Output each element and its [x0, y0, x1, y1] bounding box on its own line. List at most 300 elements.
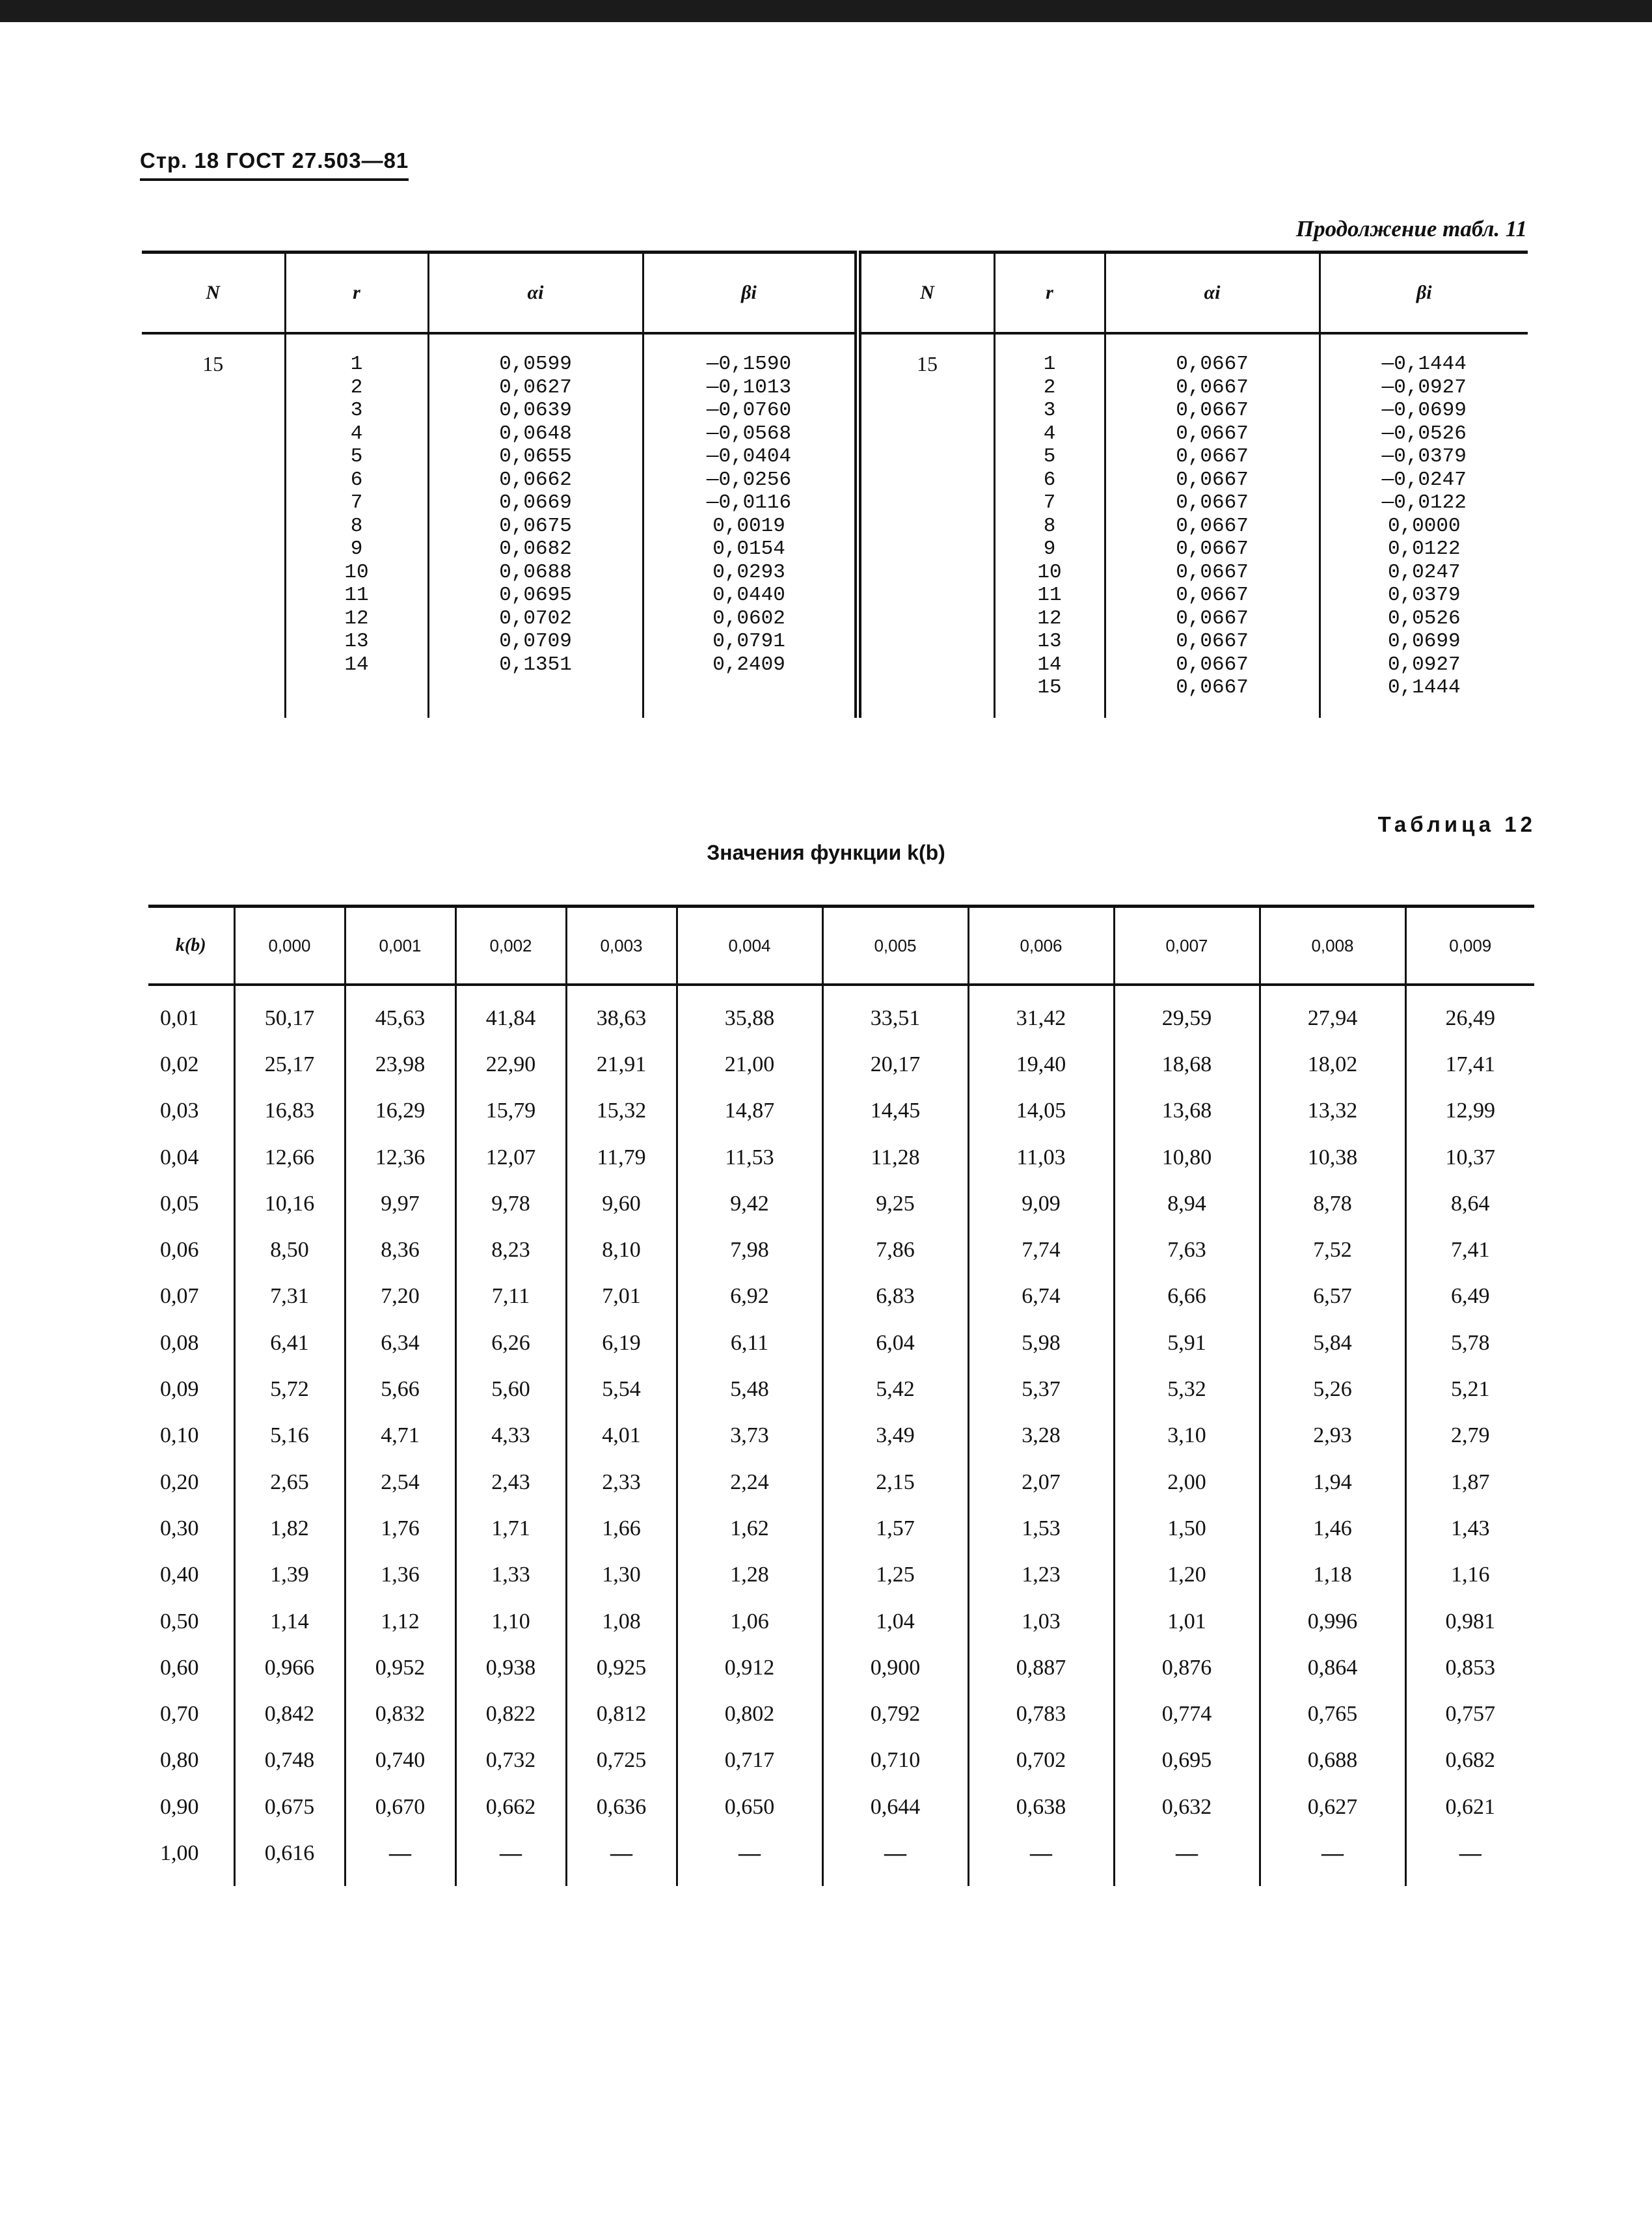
table12-cell: 1,12	[345, 1598, 455, 1645]
list-item: 0,0019	[712, 514, 785, 538]
table12-row-label: 0,06	[160, 1238, 199, 1263]
list-item: 0,0602	[712, 607, 785, 630]
list-item: 7	[1043, 491, 1056, 514]
table12-cell: 0,627	[1260, 1784, 1405, 1830]
table12-cell: 1,25	[822, 1552, 968, 1598]
table12-cell: 0,636	[566, 1784, 677, 1830]
table12-cell: 0,765	[1260, 1691, 1405, 1737]
table12-cell: 1,87	[1405, 1459, 1534, 1505]
table12-cell: —	[345, 1830, 455, 1885]
table12-cell: 1,23	[968, 1552, 1114, 1598]
table12-cell: 14,87	[677, 1088, 822, 1134]
table12-column-header: 0,006	[968, 907, 1114, 985]
table12-cell: 0,981	[1405, 1598, 1534, 1645]
table12-cell: 0,912	[677, 1645, 822, 1691]
table12-cell: 11,79	[566, 1134, 677, 1181]
table-row	[148, 1088, 1534, 1134]
table11-right-alpha	[1105, 333, 1320, 718]
table12-cell: —	[566, 1830, 677, 1885]
list-item: —0,0256	[706, 468, 792, 491]
list-item: 0,0293	[712, 560, 785, 584]
table12-cell: 11,03	[968, 1134, 1114, 1181]
table12-cell: 31,42	[968, 985, 1114, 1041]
table12-cell: 21,91	[566, 1041, 677, 1087]
table12-cell: 2,24	[677, 1459, 822, 1505]
list-item: 0,0667	[1176, 399, 1249, 422]
table12-cell: 15,79	[455, 1088, 566, 1134]
table12-cell: 27,94	[1260, 985, 1405, 1041]
table12-cell: 0,774	[1114, 1691, 1260, 1737]
table12-cell: 8,94	[1114, 1181, 1260, 1227]
table12-cell: 11,53	[677, 1134, 822, 1181]
list-item: 12	[344, 607, 369, 630]
table-row	[148, 1691, 1534, 1737]
table12-cell: 1,46	[1260, 1505, 1405, 1552]
table12-cell: 7,11	[455, 1274, 566, 1320]
table12-cell: 26,49	[1405, 985, 1534, 1041]
list-item: 0,0667	[1176, 491, 1249, 514]
table12-title: Значения функции k(b)	[707, 841, 945, 864]
table11-left-r	[285, 333, 428, 718]
table12-cell: 7,98	[677, 1227, 822, 1273]
table12-cell: 0,717	[677, 1738, 822, 1784]
list-item: —0,1590	[706, 353, 792, 376]
table12-cell: 11,28	[822, 1134, 968, 1181]
table12-cell: 13,68	[1114, 1088, 1260, 1134]
table12-cell: 5,42	[822, 1366, 968, 1412]
list-item: 0,0709	[499, 630, 572, 653]
table12-cell: 10,37	[1405, 1134, 1534, 1181]
list-item: 5	[1043, 445, 1056, 468]
table12-cell: 5,66	[345, 1366, 455, 1412]
list-item: 3	[350, 399, 363, 422]
table12-cell: 15,32	[566, 1088, 677, 1134]
list-item: 1	[350, 353, 363, 376]
list-item: —0,0927	[1381, 376, 1467, 399]
table12-cell: 0,996	[1260, 1598, 1405, 1645]
list-item: 13	[1037, 630, 1062, 653]
table-row	[148, 1830, 1534, 1885]
table12-cell: 1,08	[566, 1598, 677, 1645]
table-row	[148, 1134, 1534, 1181]
list-item: 2	[1043, 376, 1056, 399]
list-item: 9	[350, 538, 363, 560]
table12-cell: 2,33	[566, 1459, 677, 1505]
table12-cell: 6,26	[455, 1320, 566, 1366]
list-item: —0,0379	[1381, 445, 1467, 468]
table12-cell: 6,66	[1114, 1274, 1260, 1320]
table11-left-beta	[643, 333, 858, 718]
table12-cell: 12,36	[345, 1134, 455, 1181]
table12-cell: 0,748	[234, 1738, 345, 1784]
table12-cell: 1,76	[345, 1505, 455, 1552]
table12-row-label: 0,05	[160, 1191, 199, 1216]
table12-cell: 16,29	[345, 1088, 455, 1134]
list-item: 0,0648	[499, 422, 572, 445]
table12-cell: 1,14	[234, 1598, 345, 1645]
table12-cell: 0,682	[1405, 1738, 1534, 1784]
list-item: 0,0667	[1176, 445, 1249, 468]
list-item: 3	[1043, 399, 1056, 422]
table12-cell: 6,83	[822, 1274, 968, 1320]
table12-cell: 0,616	[234, 1830, 345, 1885]
table12-cell: —	[822, 1830, 968, 1885]
list-item: 0,0667	[1176, 653, 1249, 676]
table12-cell: 1,01	[1114, 1598, 1260, 1645]
list-item: 5	[350, 445, 363, 468]
table12-cell: 2,07	[968, 1459, 1114, 1505]
list-item: 0,0667	[1176, 560, 1249, 584]
table12-cell: 6,41	[234, 1320, 345, 1366]
list-item: 0,0655	[499, 445, 572, 468]
list-item: 0,0379	[1387, 584, 1461, 607]
table12-cell: 38,63	[566, 985, 677, 1041]
table12-cell: 50,17	[234, 985, 345, 1041]
list-item: 0,0927	[1387, 653, 1461, 676]
list-item: 0,0675	[499, 514, 572, 538]
table12-cell: 2,54	[345, 1459, 455, 1505]
table12-row-label: 0,07	[160, 1284, 199, 1309]
table12-cell: 18,68	[1114, 1041, 1260, 1087]
list-item: —0,0122	[1381, 491, 1467, 514]
table12-cell: 8,36	[345, 1227, 455, 1273]
list-item: 6	[350, 468, 363, 491]
table12-cell: 1,66	[566, 1505, 677, 1552]
table12-cell: 5,98	[968, 1320, 1114, 1366]
table12-cell: 0,853	[1405, 1645, 1534, 1691]
table11-header-n-right: N	[858, 253, 994, 334]
table12-cell: 6,92	[677, 1274, 822, 1320]
list-item: 0,0695	[499, 584, 572, 607]
table12-cell: 6,11	[677, 1320, 822, 1366]
table11-header-beta-right: βi	[1320, 253, 1528, 334]
table12-cell: —	[1114, 1830, 1260, 1885]
list-item: —0,1013	[706, 376, 792, 399]
table12-row-label: 0,40	[160, 1563, 199, 1587]
table12-cell: 0,662	[455, 1784, 566, 1830]
table12-cell: 0,695	[1114, 1738, 1260, 1784]
list-item: 0,0791	[712, 630, 785, 653]
table12-cell: 0,621	[1405, 1784, 1534, 1830]
list-item: 0,0667	[1176, 422, 1249, 445]
list-item: 0,2409	[712, 653, 785, 676]
table12-cell: 1,33	[455, 1552, 566, 1598]
table11-header-n: N	[142, 253, 285, 334]
list-item: 9	[1043, 538, 1056, 560]
list-item: 11	[344, 584, 369, 607]
table12-cell: 0,938	[455, 1645, 566, 1691]
table12-row-label: 0,60	[160, 1655, 199, 1680]
list-item: —0,0116	[706, 491, 792, 514]
table12-cell: 0,650	[677, 1784, 822, 1830]
table12-cell: 0,670	[345, 1784, 455, 1830]
list-item: 0,0440	[712, 584, 785, 607]
table12-cell: 0,802	[677, 1691, 822, 1737]
list-item: 0,0667	[1176, 538, 1249, 560]
table12-cell: 3,10	[1114, 1413, 1260, 1459]
table12-cell: 29,59	[1114, 985, 1260, 1041]
list-item: 14	[1037, 653, 1062, 676]
page-header: Стр. 18 ГОСТ 27.503—81	[140, 148, 409, 181]
table12-cell: 1,03	[968, 1598, 1114, 1645]
table12-row-label: 1,00	[160, 1840, 199, 1865]
table-row	[148, 1552, 1534, 1598]
table12-cell: —	[677, 1830, 822, 1885]
list-item: —0,0526	[1381, 422, 1467, 445]
table12-cell: 5,72	[234, 1366, 345, 1412]
table11-header-beta: βi	[643, 253, 858, 334]
table12-column-header: 0,009	[1405, 907, 1534, 985]
table11-header-alpha-right: αi	[1105, 253, 1320, 334]
table12-cell: 1,16	[1405, 1552, 1534, 1598]
table12-cell: 6,74	[968, 1274, 1114, 1320]
list-item: 0,0667	[1176, 607, 1249, 630]
table-row	[148, 1598, 1534, 1645]
table-row	[148, 1320, 1534, 1366]
table12-column-header: 0,000	[234, 907, 345, 985]
table-row	[148, 1181, 1534, 1227]
table12-cell: 9,09	[968, 1181, 1114, 1227]
table12-column-header: 0,003	[566, 907, 677, 985]
table12-cell: 0,757	[1405, 1691, 1534, 1737]
list-item: 0,0599	[499, 353, 572, 376]
table12-column-header: 0,002	[455, 907, 566, 985]
table-row	[148, 1227, 1534, 1273]
table12-cell: 5,37	[968, 1366, 1114, 1412]
table12-cell: 0,832	[345, 1691, 455, 1737]
table12-cell: 17,41	[1405, 1041, 1534, 1087]
table12-cell: 0,644	[822, 1784, 968, 1830]
table12-cell: 5,26	[1260, 1366, 1405, 1412]
table12-cell: 0,740	[345, 1738, 455, 1784]
table11-header-alpha: αi	[428, 253, 643, 334]
table12-row-label: 0,04	[160, 1145, 199, 1169]
table12-row-label: 0,80	[160, 1748, 199, 1773]
list-item: 13	[344, 630, 369, 653]
list-item: 0,0702	[499, 607, 572, 630]
list-item: 12	[1037, 607, 1062, 630]
table12-cell: 3,28	[968, 1413, 1114, 1459]
table12-cell: 14,45	[822, 1088, 968, 1134]
table12-cell: 0,876	[1114, 1645, 1260, 1691]
table12-row-label: 0,70	[160, 1702, 199, 1727]
table12-cell: 3,49	[822, 1413, 968, 1459]
table-row	[148, 1413, 1534, 1459]
list-item: 0,0667	[1176, 630, 1249, 653]
table12-cell: 0,864	[1260, 1645, 1405, 1691]
list-item: —0,0404	[706, 445, 792, 468]
table11-header-r: r	[285, 253, 428, 334]
list-item: —0,0568	[706, 422, 792, 445]
table12-cell: 1,71	[455, 1505, 566, 1552]
list-item: 7	[350, 491, 363, 514]
table12-cell: 1,53	[968, 1505, 1114, 1552]
table12-cell: 1,04	[822, 1598, 968, 1645]
table12-column-header: 0,008	[1260, 907, 1405, 985]
table12-cell: 0,675	[234, 1784, 345, 1830]
table12-cell: 2,79	[1405, 1413, 1534, 1459]
list-item: —0,0760	[706, 399, 792, 422]
table12-cell: 5,84	[1260, 1320, 1405, 1366]
table12-cell: 25,17	[234, 1041, 345, 1087]
table12-cell: 1,06	[677, 1598, 822, 1645]
table12-cell: 20,17	[822, 1041, 968, 1087]
table12-cell: 45,63	[345, 985, 455, 1041]
table12-cell: 4,33	[455, 1413, 566, 1459]
list-item: 4	[350, 422, 363, 445]
table12-cell: 0,887	[968, 1645, 1114, 1691]
list-item: 0,0627	[499, 376, 572, 399]
list-item: 0,0667	[1176, 353, 1249, 376]
table12-cell: 10,80	[1114, 1134, 1260, 1181]
table12-cell: 7,52	[1260, 1227, 1405, 1273]
table12-cell: 1,18	[1260, 1552, 1405, 1598]
table12-cell: 1,30	[566, 1552, 677, 1598]
table-row	[148, 1784, 1534, 1830]
list-item: 0,0000	[1387, 514, 1461, 538]
table12-cell: 2,15	[822, 1459, 968, 1505]
table12-body	[148, 985, 1534, 1886]
list-item: 1	[1043, 353, 1056, 376]
table12-row-label: 0,50	[160, 1609, 199, 1634]
table12-cell: 4,71	[345, 1413, 455, 1459]
table12-column-header: 0,005	[822, 907, 968, 985]
list-item: 0,0662	[499, 468, 572, 491]
list-item: 0,0667	[1176, 468, 1249, 491]
table12-cell: 0,822	[455, 1691, 566, 1737]
table12-cell: 0,812	[566, 1691, 677, 1737]
table12-cell: 9,97	[345, 1181, 455, 1227]
table12-cell: 8,50	[234, 1227, 345, 1273]
table-row	[148, 1505, 1534, 1552]
table12-cell: 2,93	[1260, 1413, 1405, 1459]
list-item: 0,0682	[499, 538, 572, 560]
list-item: 0,0667	[1176, 376, 1249, 399]
table-row	[148, 1459, 1534, 1505]
table12-cell: 2,65	[234, 1459, 345, 1505]
table12-cell: 12,07	[455, 1134, 566, 1181]
table12-cell: 0,725	[566, 1738, 677, 1784]
table12-row-label: 0,02	[160, 1052, 199, 1076]
table12-cell: 8,23	[455, 1227, 566, 1273]
table-11	[142, 251, 1528, 718]
list-item: 11	[1037, 584, 1062, 607]
table11-header-row	[142, 253, 1528, 334]
list-item: 0,0247	[1387, 560, 1461, 584]
table12-cell: 1,62	[677, 1505, 822, 1552]
table12-cell: 0,702	[968, 1738, 1114, 1784]
list-item: 0,0669	[499, 491, 572, 514]
table12-cell: —	[1405, 1830, 1534, 1885]
table12-column-header: 0,001	[345, 907, 455, 985]
list-item: 0,0526	[1387, 607, 1461, 630]
table-12	[148, 905, 1534, 1886]
table12-cell: 0,792	[822, 1691, 968, 1737]
table12-cell: 5,54	[566, 1366, 677, 1412]
table12-row-label: 0,08	[160, 1330, 199, 1355]
table11-left-alpha	[428, 333, 643, 718]
table12-cell: 5,78	[1405, 1320, 1534, 1366]
table12-cell: 0,638	[968, 1784, 1114, 1830]
list-item: —0,0699	[1381, 399, 1467, 422]
table12-cell: 23,98	[345, 1041, 455, 1087]
table12-cell: 5,48	[677, 1366, 822, 1412]
table12-row-label: 0,20	[160, 1470, 199, 1494]
table12-cell: 33,51	[822, 985, 968, 1041]
table12-cell: 7,63	[1114, 1227, 1260, 1273]
table12-cell: 3,73	[677, 1413, 822, 1459]
list-item: 0,1351	[499, 653, 572, 676]
table12-cell: 1,36	[345, 1552, 455, 1598]
table12-cell: —	[968, 1830, 1114, 1885]
table12-cell: 19,40	[968, 1041, 1114, 1087]
table12-column-header: 0,007	[1114, 907, 1260, 985]
table12-cell: 0,842	[234, 1691, 345, 1737]
table11-right-n: 15	[858, 333, 994, 718]
table12-cell: 1,50	[1114, 1505, 1260, 1552]
table12-cell: 9,42	[677, 1181, 822, 1227]
table12-cell: 0,966	[234, 1645, 345, 1691]
table12-cell: 1,82	[234, 1505, 345, 1552]
list-item: 14	[344, 653, 369, 676]
table12-cell: 5,16	[234, 1413, 345, 1459]
table12-cell: —	[1260, 1830, 1405, 1885]
table12-row-label: 0,09	[160, 1377, 199, 1402]
table12-cell: 41,84	[455, 985, 566, 1041]
list-item: 0,0699	[1387, 630, 1461, 653]
table12-cell: 6,57	[1260, 1274, 1405, 1320]
table12-cell: 2,43	[455, 1459, 566, 1505]
table12-cell: 10,16	[234, 1181, 345, 1227]
scan-top-band	[0, 0, 1652, 22]
table12-row-label: 0,10	[160, 1423, 199, 1448]
table12-cell: 7,01	[566, 1274, 677, 1320]
table12-cell: 18,02	[1260, 1041, 1405, 1087]
table12-cell: 12,99	[1405, 1088, 1534, 1134]
table12-cell: 0,925	[566, 1645, 677, 1691]
table12-row-label: 0,90	[160, 1794, 199, 1819]
table12-cell: 22,90	[455, 1041, 566, 1087]
table12-row-label: 0,01	[160, 1005, 199, 1030]
table-row	[148, 985, 1534, 1041]
table-row	[148, 1366, 1534, 1412]
table12-cell: 9,60	[566, 1181, 677, 1227]
list-item: 0,0667	[1176, 514, 1249, 538]
table12-cell: 0,783	[968, 1691, 1114, 1737]
table12-cell: 1,94	[1260, 1459, 1405, 1505]
table12-cell: —	[455, 1830, 566, 1885]
table12-cell: 21,00	[677, 1041, 822, 1087]
list-item: 15	[1037, 676, 1062, 699]
table12-row-label: 0,03	[160, 1099, 199, 1123]
table12-cell: 9,25	[822, 1181, 968, 1227]
table12-cell: 9,78	[455, 1181, 566, 1227]
table12-header-row	[148, 907, 1534, 985]
table-row	[148, 1274, 1534, 1320]
table12-cell: 4,01	[566, 1413, 677, 1459]
table12-cell: 2,00	[1114, 1459, 1260, 1505]
table12-cell: 8,10	[566, 1227, 677, 1273]
list-item: 0,0667	[1176, 584, 1249, 607]
table12-label: Таблица 12	[1377, 812, 1536, 836]
list-item: 2	[350, 376, 363, 399]
table12-cell: 1,10	[455, 1598, 566, 1645]
table12-cell: 10,38	[1260, 1134, 1405, 1181]
table12-cell: 0,952	[345, 1645, 455, 1691]
list-item: 8	[1043, 514, 1056, 538]
table12-cell: 0,900	[822, 1645, 968, 1691]
table12-row-label: 0,30	[160, 1516, 199, 1540]
